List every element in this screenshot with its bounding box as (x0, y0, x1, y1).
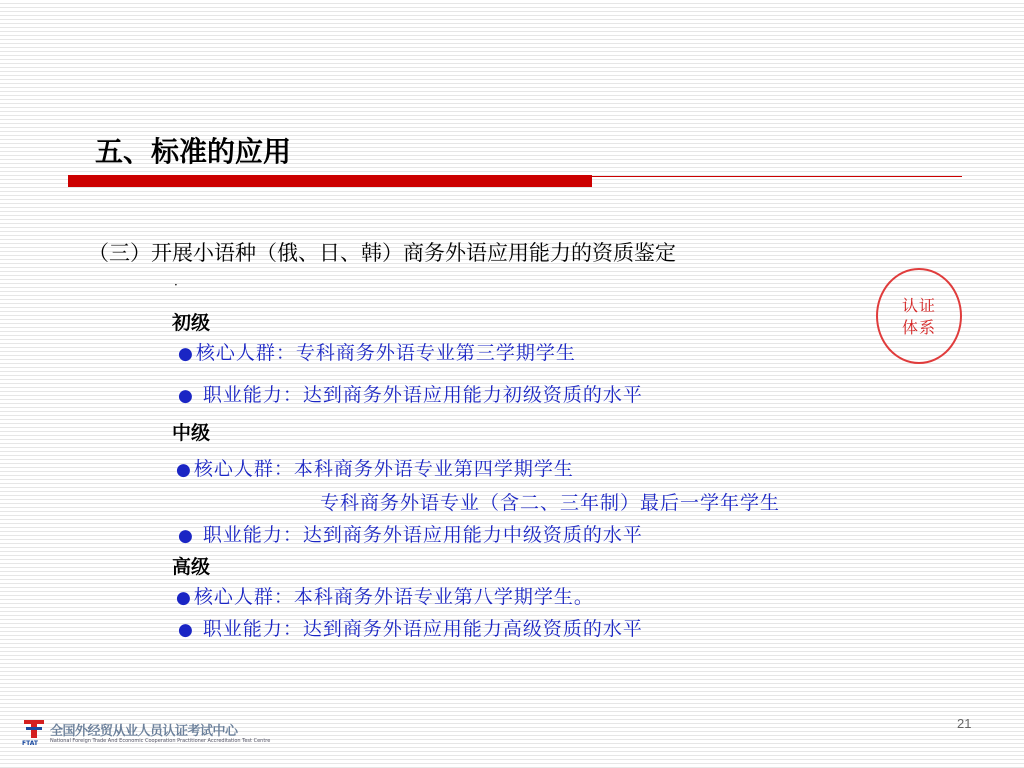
core-group-text: 核心人群：本科商务外语专业第八学期学生。 (193, 586, 594, 608)
logo-chinese-name: 全国外经贸从业人员认证考试中心 (50, 724, 238, 739)
logo-abbreviation: FTAT (22, 740, 38, 747)
bullet-icon: ● (176, 588, 192, 608)
ability-text: 职业能力：达到商务外语应用能力初级资质的水平 (202, 384, 643, 406)
level-heading-intermediate: 中级 (172, 422, 211, 444)
page-number: 21 (957, 716, 972, 731)
logo-english-name: National Foreign Trade And Economic Cooperation Practitioner Accreditation Test Centre (50, 738, 271, 744)
bullet-icon: ● (176, 460, 192, 480)
organization-logo (22, 718, 271, 748)
core-group-text: 核心人群：本科商务外语专业第四学期学生 (193, 458, 574, 480)
level-junior-ability (178, 382, 643, 409)
level-intermediate-core-group (176, 456, 574, 483)
ability-text: 职业能力：达到商务外语应用能力高级资质的水平 (202, 618, 643, 640)
level-junior-core-group (178, 340, 576, 367)
bullet-icon: ● (178, 386, 194, 406)
certification-stamp (876, 268, 962, 364)
level-intermediate-ability (178, 522, 643, 549)
slide-title: 五、标准的应用 (95, 135, 292, 168)
level-intermediate-core-group-cont: 专科商务外语专业（含二、三年制）最后一学年学生 (320, 492, 781, 514)
title-underline-bar (68, 175, 592, 187)
level-heading-senior: 高级 (172, 556, 211, 578)
core-group-text: 核心人群：专科商务外语专业第三学期学生 (195, 342, 576, 364)
level-senior-core-group (176, 584, 594, 611)
bullet-icon: ● (178, 344, 194, 364)
ability-text: 职业能力：达到商务外语应用能力中级资质的水平 (202, 524, 643, 546)
section-subtitle: （三）开展小语种（俄、日、韩）商务外语应用能力的资质鉴定 (88, 241, 676, 265)
stray-mark: · (174, 278, 178, 292)
bullet-icon: ● (178, 526, 194, 546)
level-heading-junior: 初级 (172, 312, 211, 334)
level-senior-ability (178, 616, 643, 643)
title-underline-rule (592, 176, 962, 177)
stamp-text-line1: 认证 (901, 296, 936, 315)
bullet-icon: ● (178, 620, 194, 640)
stamp-text-line2: 体系 (901, 318, 936, 337)
